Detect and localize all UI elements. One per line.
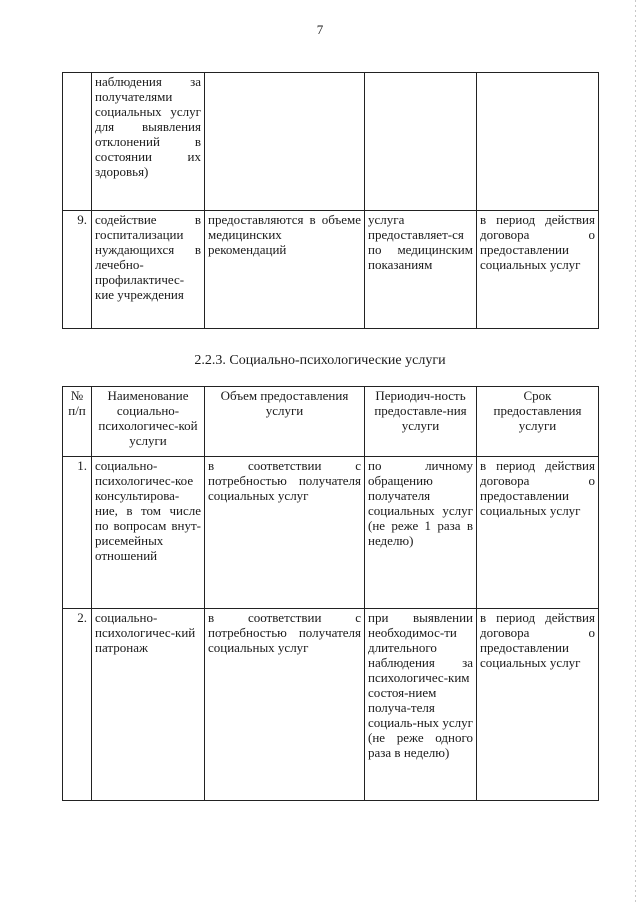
scan-edge-line xyxy=(635,0,636,905)
table-row xyxy=(63,211,599,329)
service-term-cell xyxy=(477,73,599,211)
header-term: Срок предоставления услуги xyxy=(477,387,599,457)
service-periodicity-cell: по личному обращению получателя социальных услуг (не реже 1 раза в неделю) xyxy=(365,457,477,609)
service-term-cell: в период действия договора о предоставлении социальных услуг xyxy=(477,211,599,329)
page-number: 7 xyxy=(316,22,324,37)
row-number-cell: 2. xyxy=(63,609,92,801)
service-volume-cell: в соответствии с потребностью получателя социальных услуг xyxy=(205,457,365,609)
table-header-row xyxy=(63,387,599,457)
section-title: 2.2.3. Социально-психологические услуги xyxy=(194,353,446,368)
service-name-cell: социально-психологичес-кий патронаж xyxy=(92,609,205,801)
row-number-cell: 1. xyxy=(63,457,92,609)
header-name: Наименование социально-психологичес-кой услуги xyxy=(92,387,205,457)
psychological-services-table xyxy=(62,386,599,801)
service-name-cell: социально-психологичес-кое консультирова-ние, в том числе по вопросам внут-рисемейных отношений xyxy=(92,457,205,609)
service-periodicity-cell: услуга предоставляет-ся по медицинским показаниям xyxy=(365,211,477,329)
header-periodicity: Периодич-ность предоставле-ния услуги xyxy=(365,387,477,457)
table-row xyxy=(63,73,599,211)
service-name-cell: содействие в госпитализации нуждающихся в лечебно-профилактичес-кие учреждения xyxy=(92,211,205,329)
service-periodicity-cell xyxy=(365,73,477,211)
row-number-cell: 9. xyxy=(63,211,92,329)
service-volume-cell: в соответствии с потребностью получателя социальных услуг xyxy=(205,609,365,801)
service-periodicity-cell: при выявлении необходимос-ти длительного наблюдения за психологичес-ким состоя-нием получа-теля социаль-ных услуг (не реже одного раза в неделю) xyxy=(365,609,477,801)
row-number-cell xyxy=(63,73,92,211)
service-term-cell: в период действия договора о предоставлении социальных услуг xyxy=(477,609,599,801)
table-row xyxy=(63,457,599,609)
table-row xyxy=(63,609,599,801)
service-volume-cell xyxy=(205,73,365,211)
service-name-cell: наблюдения за получателями социальных услуг для выявления отклонений в состоянии их здоровья) xyxy=(92,73,205,211)
service-volume-cell: предоставляются в объеме медицинских рекомендаций xyxy=(205,211,365,329)
services-table-continued xyxy=(62,72,599,329)
header-num: № п/п xyxy=(63,387,92,457)
service-term-cell: в период действия договора о предоставлении социальных услуг xyxy=(477,457,599,609)
header-volume: Объем предоставления услуги xyxy=(205,387,365,457)
